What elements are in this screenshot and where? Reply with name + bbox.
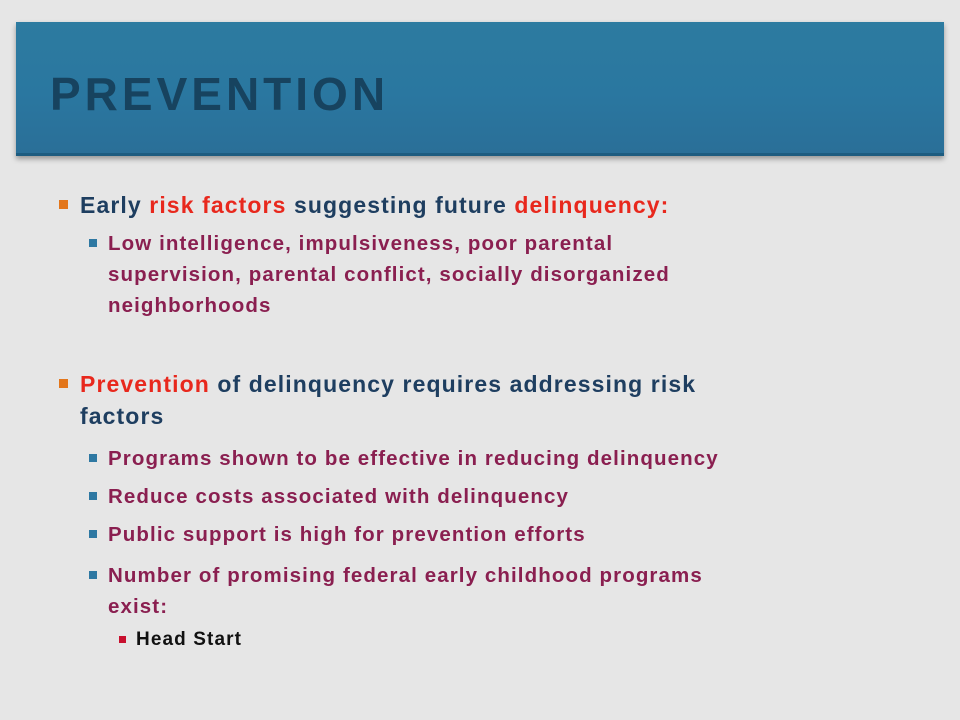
subbullet-costs	[108, 481, 569, 512]
bullet-text-line2: factors	[80, 403, 165, 429]
subbullet-line: neighborhoods	[108, 294, 272, 317]
bullet-prevention	[80, 368, 696, 432]
subsubbullet-head-start	[136, 626, 242, 654]
subbullet-text: Reduce costs associated with delinquency	[108, 485, 569, 508]
square-bullet-icon	[89, 239, 97, 247]
highlight-prevention: Prevention	[80, 371, 210, 397]
subbullet-line: supervision, parental conflict, socially disorganized	[108, 263, 670, 286]
square-bullet-icon	[89, 492, 97, 500]
highlight-delinquency: delinquency:	[514, 192, 670, 218]
subbullet-risk-list	[108, 228, 670, 321]
subbullet-line: Low intelligence, impulsiveness, poor parental	[108, 232, 614, 255]
bullet-text-part: Early	[80, 192, 150, 218]
bullet-text-part: suggesting future	[286, 192, 515, 218]
subbullet-public-support	[108, 519, 586, 550]
slide-title: PREVENTION	[50, 68, 390, 120]
subbullet-federal-programs	[108, 560, 703, 622]
highlight-risk-factors: risk factors	[149, 192, 287, 218]
square-bullet-icon	[59, 379, 68, 388]
square-bullet-icon	[89, 571, 97, 579]
subbullet-line: exist:	[108, 595, 169, 618]
subbullet-text: Public support is high for prevention efforts	[108, 523, 586, 546]
subbullet-text: Programs shown to be effective in reducing delinquency	[108, 447, 719, 470]
square-bullet-icon	[89, 454, 97, 462]
subbullet-line: Number of promising federal early childhood programs	[108, 564, 703, 587]
subsubbullet-text: Head Start	[136, 629, 243, 650]
square-bullet-icon	[119, 636, 126, 643]
bullet-risk-factors	[80, 189, 669, 221]
subbullet-programs	[108, 443, 719, 474]
bullet-text-part: of delinquency requires addressing risk	[209, 371, 697, 397]
square-bullet-icon	[59, 200, 68, 209]
square-bullet-icon	[89, 530, 97, 538]
